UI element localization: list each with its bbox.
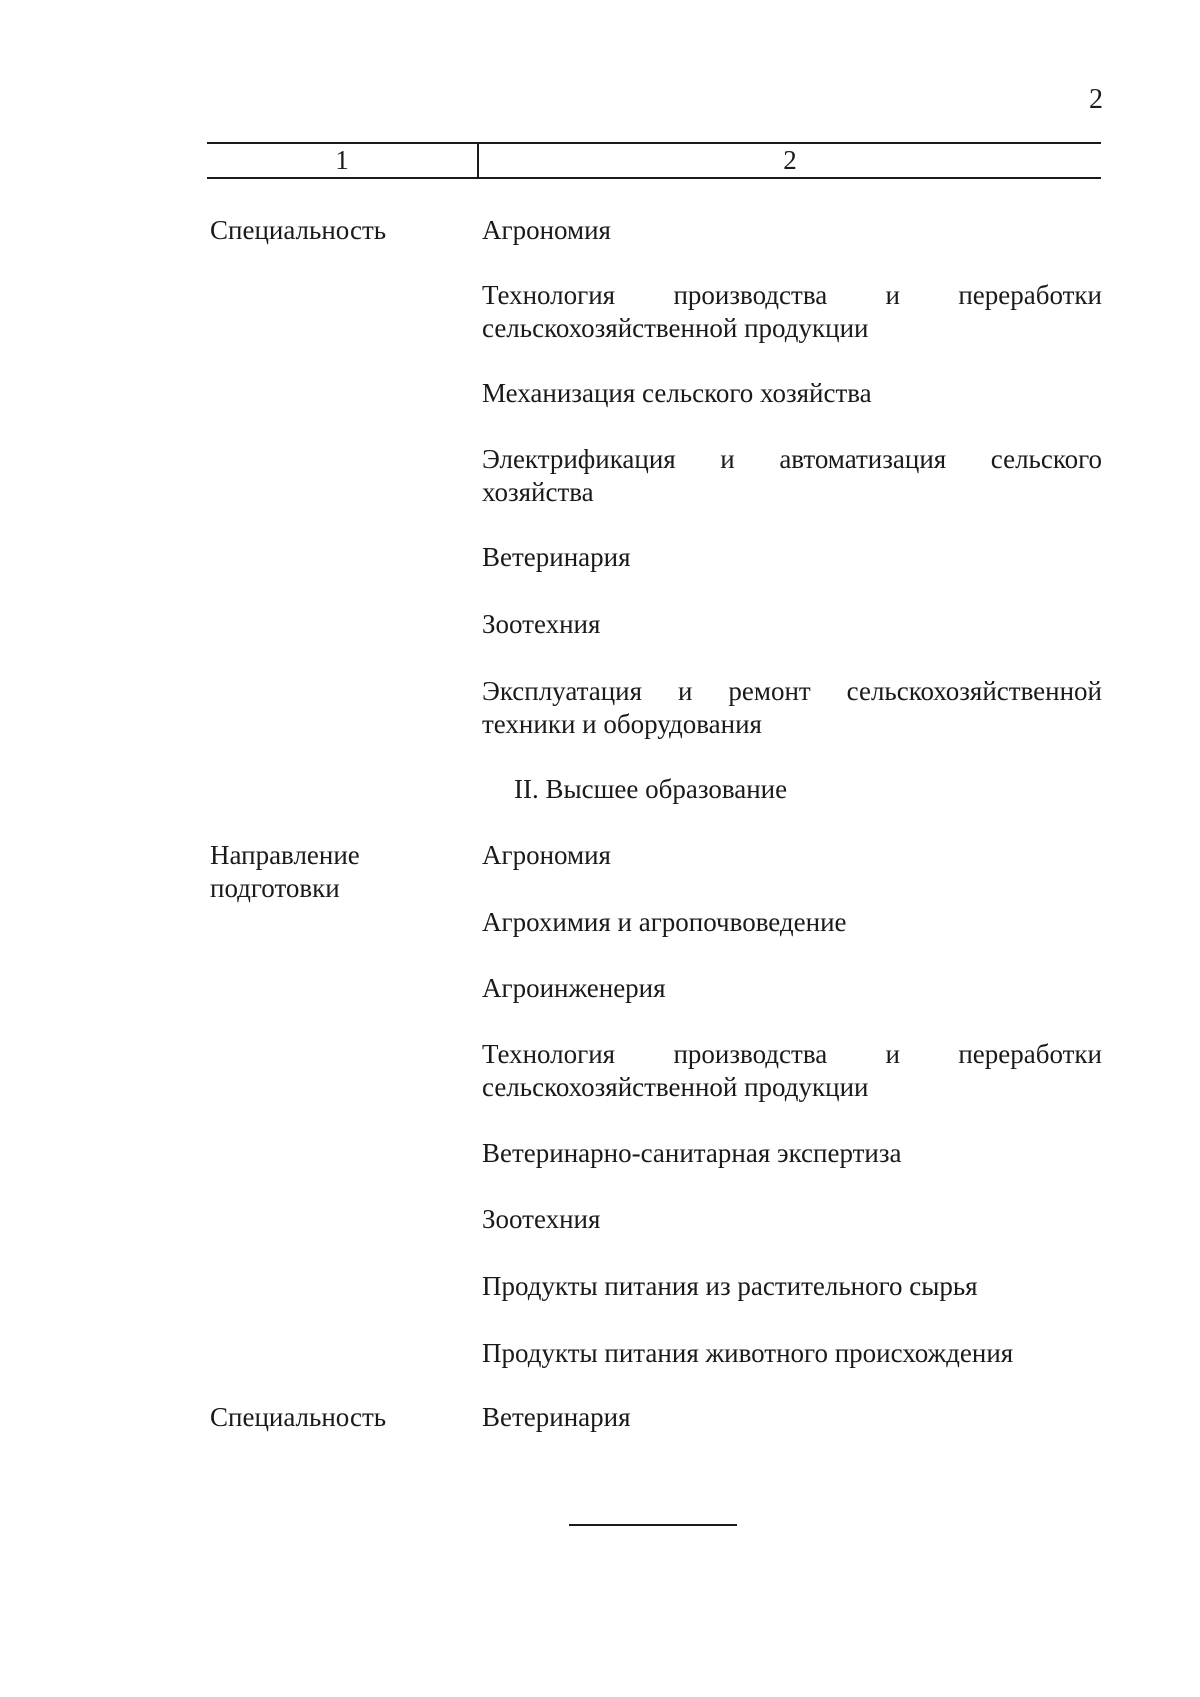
table-header-top-rule bbox=[207, 142, 1101, 144]
list-item: Продукты питания из растительного сырья bbox=[482, 1271, 978, 1301]
list-item: Эксплуатация и ремонт сельскохозяйственной техники и оборудования bbox=[482, 676, 1102, 739]
table-header-col1: 1 bbox=[335, 145, 349, 175]
list-item: Зоотехния bbox=[482, 1204, 601, 1234]
page-number: 2 bbox=[1089, 84, 1103, 115]
list-item: Технология производства и переработки сельскохозяйственной продукции bbox=[482, 280, 1102, 343]
list-item: Агрохимия и агропочвоведение bbox=[482, 907, 847, 937]
group-label-training-direction: Направление подготовки bbox=[210, 840, 360, 903]
group-label-specialty: Специальность bbox=[210, 215, 387, 245]
list-item: Электрификация и автоматизация сельского хозяйства bbox=[482, 444, 1102, 507]
list-item: Технология производства и переработки сельскохозяйственной продукции bbox=[482, 1039, 1102, 1102]
list-item: Агроинженерия bbox=[482, 973, 666, 1003]
list-item: Механизация сельского хозяйства bbox=[482, 378, 872, 408]
list-item: Ветеринария bbox=[482, 1402, 631, 1432]
group-label-specialty: Специальность bbox=[210, 1402, 387, 1432]
list-item: Ветеринарно-санитарная экспертиза bbox=[482, 1138, 902, 1168]
section-heading-higher-education: II. Высшее образование bbox=[514, 774, 788, 804]
closing-rule bbox=[569, 1524, 737, 1526]
table-header-col2: 2 bbox=[783, 145, 797, 175]
list-item: Продукты питания животного происхождения bbox=[482, 1338, 1014, 1368]
list-item: Ветеринария bbox=[482, 542, 631, 572]
list-item: Агрономия bbox=[482, 215, 611, 245]
list-item: Зоотехния bbox=[482, 609, 601, 639]
list-item: Агрономия bbox=[482, 840, 611, 870]
table-header-bottom-rule bbox=[207, 177, 1101, 179]
